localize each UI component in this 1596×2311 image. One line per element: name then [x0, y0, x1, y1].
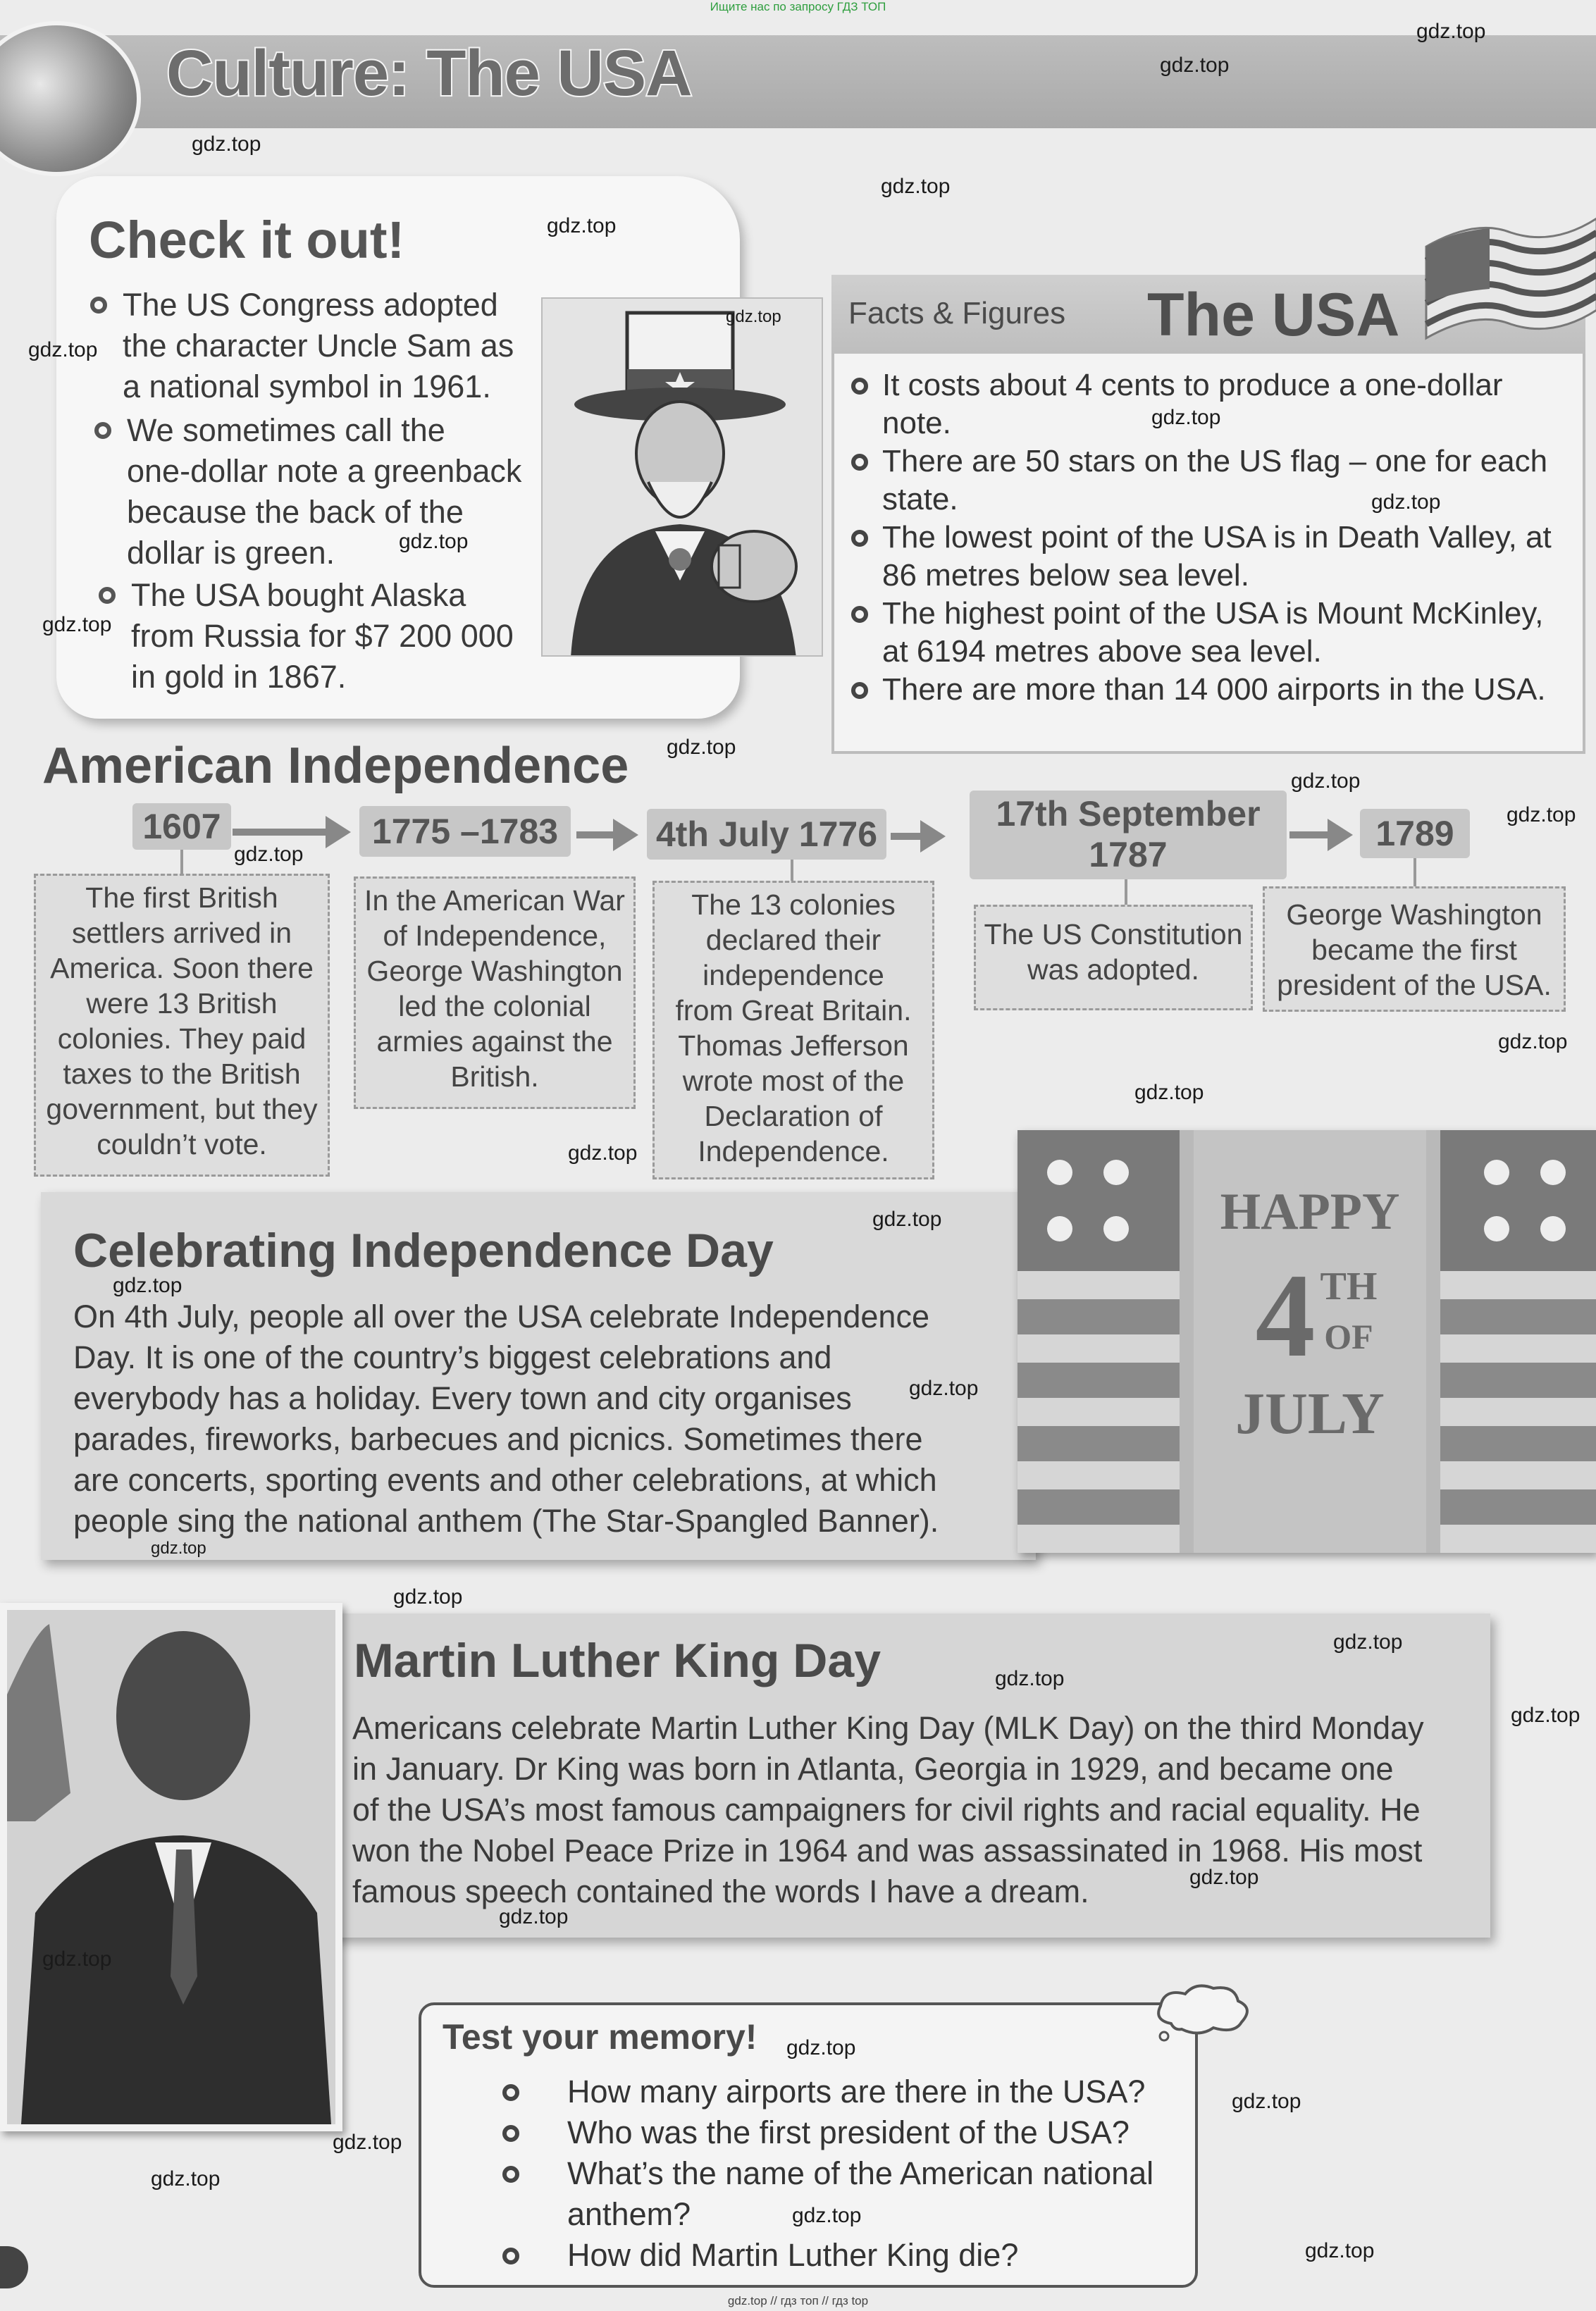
facts-label: Facts & Figures	[848, 296, 1066, 330]
timeline-date-1787	[970, 791, 1287, 879]
bullet-icon	[851, 378, 868, 395]
watermark: gdz.top	[568, 1141, 638, 1165]
page-number-tab	[0, 2246, 28, 2288]
mlk-line: of the USA’s most famous campaigners for civil rights and racial equality. He	[352, 1792, 1421, 1828]
timeline-line: The US Constitution	[984, 918, 1243, 950]
watermark: gdz.top	[1333, 1630, 1403, 1654]
watermark: gdz.top	[1160, 54, 1230, 77]
check-item-line: We sometimes call the	[127, 412, 445, 448]
watermark: gdz.top	[1511, 1704, 1580, 1727]
mlk-photo	[0, 1603, 342, 2131]
question-2	[567, 2112, 1130, 2153]
check-item-line: from Russia for $7 200 000	[131, 618, 514, 654]
question-line: Who was the first president of the USA?	[567, 2114, 1130, 2150]
watermark: gdz.top	[42, 1947, 112, 1971]
watermark: gdz.top	[1305, 2239, 1375, 2262]
watermark: gdz.top	[872, 1208, 942, 1231]
check-item-line: one-dollar note a greenback	[127, 453, 522, 489]
timeline-line: In the American War	[364, 884, 625, 917]
check-item-line: the character Uncle Sam as	[123, 328, 514, 364]
fact-4	[882, 595, 1543, 671]
watermark: gdz.top	[192, 132, 261, 156]
celebrating-line: everybody has a holiday. Every town and city organises	[73, 1380, 852, 1416]
timeline-line: Declaration of	[704, 1100, 883, 1132]
bullet-icon	[94, 422, 111, 439]
timeline-card-1787	[974, 905, 1253, 1010]
question-1	[567, 2071, 1145, 2112]
timeline-line: armies against the	[376, 1025, 613, 1058]
timeline-line: president of the USA.	[1277, 969, 1552, 1001]
watermark: gdz.top	[547, 214, 617, 237]
timeline-line: government, but they	[46, 1093, 318, 1125]
timeline-card-1789	[1263, 886, 1566, 1012]
timeline-arrow	[1289, 831, 1333, 838]
mlk-line: won the Nobel Peace Prize in 1964 and was assassinated in 1968. His most	[352, 1833, 1423, 1869]
timeline-line: George Washington	[1286, 898, 1542, 931]
top-banner: Ищите нас по запросу ГДЗ ТОП	[710, 0, 886, 13]
fact-5	[882, 671, 1546, 709]
fact-2	[882, 442, 1547, 519]
timeline-line: George Washington	[366, 955, 623, 987]
bullet-icon	[99, 587, 116, 604]
bullet-icon	[502, 2125, 519, 2142]
timeline-date-1776: 4th July 1776	[647, 809, 886, 860]
check-item-1	[123, 285, 514, 407]
check-it-out-title: Check it out!	[89, 211, 405, 269]
fact-line: 86 metres below sea level.	[882, 558, 1249, 593]
timeline-line: of Independence,	[383, 919, 607, 952]
celebrating-line: parades, fireworks, barbecues and picnics. Sometimes there	[73, 1421, 923, 1457]
timeline-date-line: 1787	[1089, 835, 1168, 874]
poster-happy: HAPPY	[1220, 1183, 1400, 1241]
fourth-of-july-poster	[1017, 1130, 1596, 1553]
watermark: gdz.top	[28, 338, 98, 361]
fact-line: note.	[882, 406, 951, 440]
bullet-icon	[851, 530, 868, 547]
timeline-date-1607: 1607	[132, 803, 231, 850]
fact-line: The lowest point of the USA is in Death Valley, at	[882, 520, 1552, 554]
watermark: gdz.top	[995, 1667, 1065, 1690]
watermark: gdz.top	[113, 1274, 183, 1297]
check-item-line: The USA bought Alaska	[131, 577, 466, 613]
timeline-line: wrote most of the	[682, 1065, 905, 1097]
bullet-icon	[502, 2248, 519, 2264]
timeline-line: Independence.	[698, 1135, 889, 1167]
timeline-line: were 13 British	[86, 987, 278, 1020]
timeline-arrow	[891, 833, 926, 840]
question-4	[567, 2235, 1018, 2276]
watermark: gdz.top	[1232, 2090, 1301, 2113]
question-line: anthem?	[567, 2196, 691, 2232]
fact-line: state.	[882, 482, 958, 516]
fact-line: The highest point of the USA is Mount McKinley,	[882, 596, 1544, 631]
mlk-line: in January. Dr King was born in Atlanta, Georgia in 1929, and became one	[352, 1751, 1394, 1787]
check-item-line: a national symbol in 1961.	[123, 368, 491, 404]
watermark: gdz.top	[792, 2204, 862, 2227]
bullet-icon	[90, 297, 107, 314]
timeline-line: led the colonial	[398, 990, 591, 1022]
timeline-date-line: 17th September	[996, 794, 1261, 834]
question-line: What’s the name of the American national	[567, 2155, 1154, 2191]
timeline-line: Thomas Jefferson	[678, 1029, 909, 1062]
facts-title: The USA	[1147, 281, 1400, 349]
question-line: How many airports are there in the USA?	[567, 2074, 1146, 2109]
timeline-arrow	[233, 829, 331, 836]
thought-cloud-icon	[1150, 1981, 1256, 2045]
mlk-text	[352, 1708, 1480, 1912]
check-item-line: The US Congress adopted	[123, 287, 498, 323]
poster-july: JULY	[1235, 1381, 1385, 1446]
celebrating-text	[73, 1296, 1046, 1542]
bullet-icon	[851, 454, 868, 471]
check-item-3	[131, 575, 514, 698]
watermark: gdz.top	[151, 1539, 206, 1558]
bullet-icon	[851, 682, 868, 699]
timeline-line: taxes to the British	[63, 1058, 301, 1090]
fact-line: There are more than 14 000 airports in the USA.	[882, 672, 1546, 707]
watermark: gdz.top	[1507, 803, 1576, 826]
timeline-stem	[1125, 879, 1127, 905]
watermark: gdz.top	[333, 2131, 402, 2154]
fact-3	[882, 519, 1552, 595]
test-memory-title: Test your memory!	[443, 2017, 757, 2057]
timeline-card-1607	[34, 874, 330, 1177]
timeline-stem	[180, 850, 183, 875]
timeline-arrow	[576, 831, 619, 838]
fact-1	[882, 366, 1503, 442]
timeline-line: was adopted.	[1027, 953, 1199, 986]
question-line: How did Martin Luther King die?	[567, 2237, 1019, 2273]
timeline-card-1775	[354, 876, 636, 1109]
watermark: gdz.top	[42, 613, 112, 636]
celebrating-line: are concerts, sporting events and other celebrations, at which	[73, 1462, 937, 1498]
uncle-sam-illustration	[541, 297, 823, 657]
watermark: gdz.top	[667, 736, 736, 759]
bullet-icon	[851, 606, 868, 623]
page-title: Culture: The USA	[166, 37, 692, 109]
timeline-line: became the first	[1311, 934, 1517, 966]
poster-th: TH	[1320, 1265, 1378, 1308]
watermark: gdz.top	[881, 175, 951, 198]
mlk-line: Americans celebrate Martin Luther King Day (MLK Day) on the third Monday	[352, 1710, 1424, 1746]
watermark: gdz.top	[909, 1377, 979, 1400]
watermark: gdz.top	[399, 530, 469, 553]
bullet-icon	[502, 2166, 519, 2183]
check-item-line: because the back of the	[127, 494, 464, 530]
timeline-line: The 13 colonies	[691, 888, 896, 921]
timeline-line: independence	[703, 959, 884, 991]
fact-line: It costs about 4 cents to produce a one-dollar	[882, 368, 1503, 402]
timeline-line: couldn’t vote.	[97, 1128, 267, 1160]
mlk-title: Martin Luther King Day	[354, 1634, 881, 1687]
watermark: gdz.top	[726, 307, 781, 326]
timeline-line: colonies. They paid	[57, 1022, 307, 1055]
timeline-line: America. Soon there	[50, 952, 314, 984]
mlk-line: famous speech contained the words I have a dream.	[352, 1873, 1089, 1909]
celebrating-title: Celebrating Independence Day	[73, 1224, 774, 1277]
bottom-banner: gdz.top // гдз топ // гдз top	[727, 2294, 869, 2307]
timeline-stem	[1413, 858, 1416, 886]
timeline-line: settlers arrived in	[71, 917, 292, 949]
celebrating-line: On 4th July, people all over the USA celebrate Independence	[73, 1299, 929, 1334]
watermark: gdz.top	[1134, 1081, 1204, 1104]
timeline-line: British.	[450, 1060, 539, 1093]
celebrating-line: people sing the national anthem (The Star-Spangled Banner).	[73, 1503, 939, 1539]
timeline-card-1776	[652, 881, 934, 1179]
poster-number: 4	[1255, 1249, 1316, 1382]
bullet-icon	[502, 2084, 519, 2101]
watermark: gdz.top	[1416, 20, 1486, 43]
fact-line: at 6194 metres above sea level.	[882, 634, 1322, 669]
watermark: gdz.top	[1189, 1866, 1259, 1889]
us-flag-icon	[1419, 204, 1596, 342]
watermark: gdz.top	[786, 2036, 856, 2059]
watermark: gdz.top	[234, 843, 304, 866]
timeline-line: declared their	[705, 924, 881, 956]
timeline-stem	[791, 860, 793, 881]
poster-of: OF	[1324, 1317, 1373, 1356]
timeline-line: The first British	[85, 881, 278, 914]
check-item-line: in gold in 1867.	[131, 659, 347, 695]
watermark: gdz.top	[1151, 406, 1221, 429]
watermark: gdz.top	[1498, 1030, 1568, 1053]
watermark: gdz.top	[151, 2167, 221, 2191]
american-independence-title: American Independence	[42, 738, 629, 794]
watermark: gdz.top	[393, 1585, 463, 1609]
check-item-line: dollar is green.	[127, 535, 335, 571]
watermark: gdz.top	[1371, 490, 1441, 514]
timeline-line: from Great Britain.	[675, 994, 912, 1027]
timeline-date-1775: 1775 –1783	[359, 806, 571, 857]
fact-line: There are 50 stars on the US flag – one for each	[882, 444, 1548, 478]
watermark: gdz.top	[1291, 769, 1361, 793]
celebrating-line: Day. It is one of the country’s biggest celebrations and	[73, 1339, 832, 1375]
watermark: gdz.top	[499, 1905, 569, 1928]
timeline-date-1789: 1789	[1360, 809, 1470, 858]
